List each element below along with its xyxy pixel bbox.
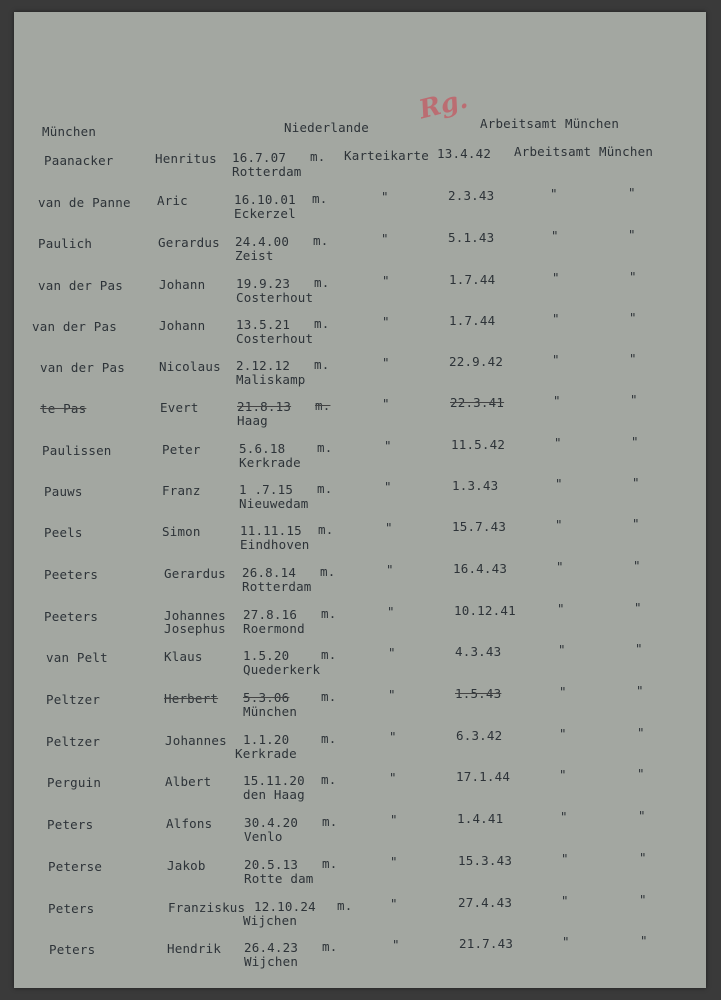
row-authority: " xyxy=(562,934,570,949)
row-authority-2: " xyxy=(631,434,639,449)
row-date: 1.1.20 xyxy=(243,732,290,747)
row-given: Simon xyxy=(162,524,201,539)
row-source: " xyxy=(390,812,398,827)
row-place: Quederkerk xyxy=(243,662,321,677)
row-surname: Peeters xyxy=(44,609,99,624)
row-place: Haag xyxy=(237,413,268,428)
row-date: 26.8.14 xyxy=(242,565,297,580)
row-reg-date: 4.3.43 xyxy=(455,644,502,659)
row-authority: " xyxy=(551,228,559,243)
row-authority-2: " xyxy=(637,725,645,740)
row-authority-2: " xyxy=(633,558,641,573)
row-authority: " xyxy=(561,851,569,866)
row-surname: Pauws xyxy=(44,484,83,499)
row-authority: " xyxy=(552,352,560,367)
row-surname: Peters xyxy=(48,901,95,916)
row-date: 24.4.00 xyxy=(235,234,290,249)
row-given: Gerardus xyxy=(158,235,220,250)
row-authority: " xyxy=(559,726,567,741)
row-date: 16.7.07 xyxy=(232,150,287,165)
row-surname: Paanacker xyxy=(44,153,114,168)
row-source: " xyxy=(385,520,393,535)
row-sex: m. xyxy=(320,564,336,579)
row-place: den Haag xyxy=(243,787,305,802)
row-source: " xyxy=(388,645,396,660)
row-sex: m. xyxy=(321,689,337,704)
row-date: 20.5.13 xyxy=(244,857,299,872)
row-place: Costerhout xyxy=(236,290,314,305)
row-place: Kerkrade xyxy=(235,746,297,761)
row-sex: m. xyxy=(314,357,330,372)
row-place: Venlo xyxy=(244,829,283,844)
row-place: Zeist xyxy=(235,248,274,263)
row-sex: m. xyxy=(314,275,330,290)
row-reg-date: 21.7.43 xyxy=(459,936,514,951)
row-surname: van Pelt xyxy=(46,650,108,665)
row-authority: " xyxy=(559,684,567,699)
row-given: Johann xyxy=(159,277,206,292)
row-source: " xyxy=(381,231,389,246)
row-place: Roermond xyxy=(243,621,305,636)
row-given: Gerardus xyxy=(164,566,226,581)
row-source: " xyxy=(390,896,398,911)
row-reg-date: 15.3.43 xyxy=(458,853,513,868)
row-authority: " xyxy=(560,809,568,824)
row-surname: Peltzer xyxy=(46,692,101,707)
row-authority-2: " xyxy=(630,392,638,407)
row-given: Klaus xyxy=(164,649,203,664)
row-authority-2: " xyxy=(640,933,648,948)
row-date: 5.6.18 xyxy=(239,441,286,456)
row-reg-date: 13.4.42 xyxy=(437,146,492,161)
row-given: Henritus xyxy=(155,151,217,166)
row-authority-2: " xyxy=(628,227,636,242)
row-reg-date: 5.1.43 xyxy=(448,230,495,245)
row-source: " xyxy=(387,604,395,619)
row-surname: Peterse xyxy=(48,859,103,874)
row-date: 11.11.15 xyxy=(240,523,302,538)
row-surname: te Pas xyxy=(40,401,87,416)
row-place: Wijchen xyxy=(244,954,299,969)
row-authority: " xyxy=(555,517,563,532)
row-surname: van der Pas xyxy=(38,278,123,293)
row-authority-2: " xyxy=(639,850,647,865)
row-date: 16.10.01 xyxy=(234,192,296,207)
row-authority-2: " xyxy=(629,310,637,325)
row-given: Franziskus xyxy=(168,900,246,915)
row-source: " xyxy=(389,770,397,785)
row-authority-2: " xyxy=(628,185,636,200)
row-surname: Peels xyxy=(44,525,83,540)
row-authority: " xyxy=(554,435,562,450)
row-authority: " xyxy=(550,186,558,201)
row-authority: Arbeitsamt München xyxy=(514,144,654,159)
header-country: Niederlande xyxy=(284,120,369,135)
row-date: 30.4.20 xyxy=(244,815,299,830)
row-surname: Perguin xyxy=(47,775,102,790)
row-authority: " xyxy=(555,476,563,491)
row-reg-date: 15.7.43 xyxy=(452,519,507,534)
row-surname: Peltzer xyxy=(46,734,101,749)
row-authority-2: " xyxy=(636,683,644,698)
row-surname: Paulich xyxy=(38,236,93,251)
row-given: Johann xyxy=(159,318,206,333)
row-given: Franz xyxy=(162,483,201,498)
row-given: Albert xyxy=(165,774,212,789)
row-reg-date: 6.3.42 xyxy=(456,728,503,743)
row-reg-date: 22.3.41 xyxy=(450,395,505,410)
row-surname: van der Pas xyxy=(32,319,117,334)
row-place: Rotterdam xyxy=(232,164,302,179)
row-sex: m. xyxy=(313,233,329,248)
row-given: Jakob xyxy=(167,858,206,873)
row-sex: m. xyxy=(312,191,328,206)
row-authority-2: " xyxy=(639,892,647,907)
row-source: " xyxy=(382,396,390,411)
row-source: " xyxy=(381,189,389,204)
row-place: Rotte dam xyxy=(244,871,314,886)
row-source: " xyxy=(384,438,392,453)
row-given: Evert xyxy=(160,400,199,415)
row-date: 1 .7.15 xyxy=(239,482,294,497)
row-reg-date: 10.12.41 xyxy=(454,603,516,618)
row-sex: m. xyxy=(321,731,337,746)
row-sex: m. xyxy=(317,440,333,455)
row-authority: " xyxy=(552,270,560,285)
row-sex: m. xyxy=(318,522,334,537)
row-reg-date: 11.5.42 xyxy=(451,437,506,452)
row-authority-2: " xyxy=(634,600,642,615)
row-source: " xyxy=(390,854,398,869)
row-sex: m. xyxy=(314,316,330,331)
row-place: Kerkrade xyxy=(239,455,301,470)
row-reg-date: 27.4.43 xyxy=(458,895,513,910)
row-authority-2: " xyxy=(638,808,646,823)
row-sex: m. xyxy=(322,939,338,954)
row-reg-date: 1.3.43 xyxy=(452,478,499,493)
row-authority: " xyxy=(561,893,569,908)
row-reg-date: 16.4.43 xyxy=(453,561,508,576)
row-reg-date: 22.9.42 xyxy=(449,354,504,369)
row-given: Aric xyxy=(157,193,188,208)
row-authority-2: " xyxy=(635,641,643,656)
row-date: 12.10.24 xyxy=(254,899,316,914)
row-given: Peter xyxy=(162,442,201,457)
row-sex: m. xyxy=(310,149,326,164)
row-place: Maliskamp xyxy=(236,372,306,387)
row-place: Nieuwedam xyxy=(239,496,309,511)
document-page xyxy=(14,12,706,988)
row-given: Johannes xyxy=(164,608,226,623)
row-date: 21.8.13 xyxy=(237,399,292,414)
row-sex: m. xyxy=(322,856,338,871)
row-reg-date: 1.7.44 xyxy=(449,272,496,287)
row-surname: van de Panne xyxy=(38,195,131,210)
row-source: " xyxy=(384,479,392,494)
row-sex: m. xyxy=(315,398,331,413)
row-date: 1.5.20 xyxy=(243,648,290,663)
row-date: 27.8.16 xyxy=(243,607,298,622)
row-date: 19.9.23 xyxy=(236,276,291,291)
row-source: Karteikarte xyxy=(344,148,429,163)
row-authority: " xyxy=(557,601,565,616)
row-source: " xyxy=(386,562,394,577)
row-source: " xyxy=(388,687,396,702)
row-place: Eindhoven xyxy=(240,537,310,552)
row-date: 13.5.21 xyxy=(236,317,291,332)
row-authority: " xyxy=(556,559,564,574)
row-date: 2.12.12 xyxy=(236,358,291,373)
row-source: " xyxy=(382,273,390,288)
row-reg-date: 1.5.43 xyxy=(455,686,502,701)
row-sex: m. xyxy=(322,814,338,829)
row-source: " xyxy=(392,937,400,952)
row-surname: van der Pas xyxy=(40,360,125,375)
row-reg-date: 17.1.44 xyxy=(456,769,511,784)
row-given: Alfons xyxy=(166,816,213,831)
row-sex: m. xyxy=(317,481,333,496)
header-city: München xyxy=(42,124,97,139)
row-given: Nicolaus xyxy=(159,359,221,374)
row-authority-2: " xyxy=(632,516,640,531)
header-office: Arbeitsamt München xyxy=(480,116,620,131)
row-authority-2: " xyxy=(632,475,640,490)
row-place: Eckerzel xyxy=(234,206,296,221)
row-date: 26.4.23 xyxy=(244,940,299,955)
row-source: " xyxy=(389,729,397,744)
row-authority: " xyxy=(553,393,561,408)
row-given: Herbert xyxy=(164,691,219,706)
row-sex: m. xyxy=(321,647,337,662)
row-authority-2: " xyxy=(629,351,637,366)
row-place: Wijchen xyxy=(243,913,298,928)
row-given: Hendrik xyxy=(167,941,222,956)
row-reg-date: 2.3.43 xyxy=(448,188,495,203)
handwritten-stamp: Rg. xyxy=(416,84,471,126)
row-reg-date: 1.4.41 xyxy=(457,811,504,826)
row-surname: Peeters xyxy=(44,567,99,582)
row-reg-date: 1.7.44 xyxy=(449,313,496,328)
row-authority: " xyxy=(559,767,567,782)
row-date: 5.3.06 xyxy=(243,690,290,705)
row-date: 15.11.20 xyxy=(243,773,305,788)
row-surname: Paulissen xyxy=(42,443,112,458)
row-given-2: Josephus xyxy=(164,621,226,636)
row-place: München xyxy=(243,704,298,719)
row-sex: m. xyxy=(321,772,337,787)
row-place: Rotterdam xyxy=(242,579,312,594)
row-authority-2: " xyxy=(629,269,637,284)
row-authority: " xyxy=(552,311,560,326)
row-surname: Peters xyxy=(47,817,94,832)
row-authority-2: " xyxy=(637,766,645,781)
row-sex: m. xyxy=(321,606,337,621)
row-given: Johannes xyxy=(165,733,227,748)
row-surname: Peters xyxy=(49,942,96,957)
row-source: " xyxy=(382,314,390,329)
row-sex: m. xyxy=(337,898,353,913)
row-authority: " xyxy=(558,642,566,657)
row-place: Costerhout xyxy=(236,331,314,346)
row-source: " xyxy=(382,355,390,370)
